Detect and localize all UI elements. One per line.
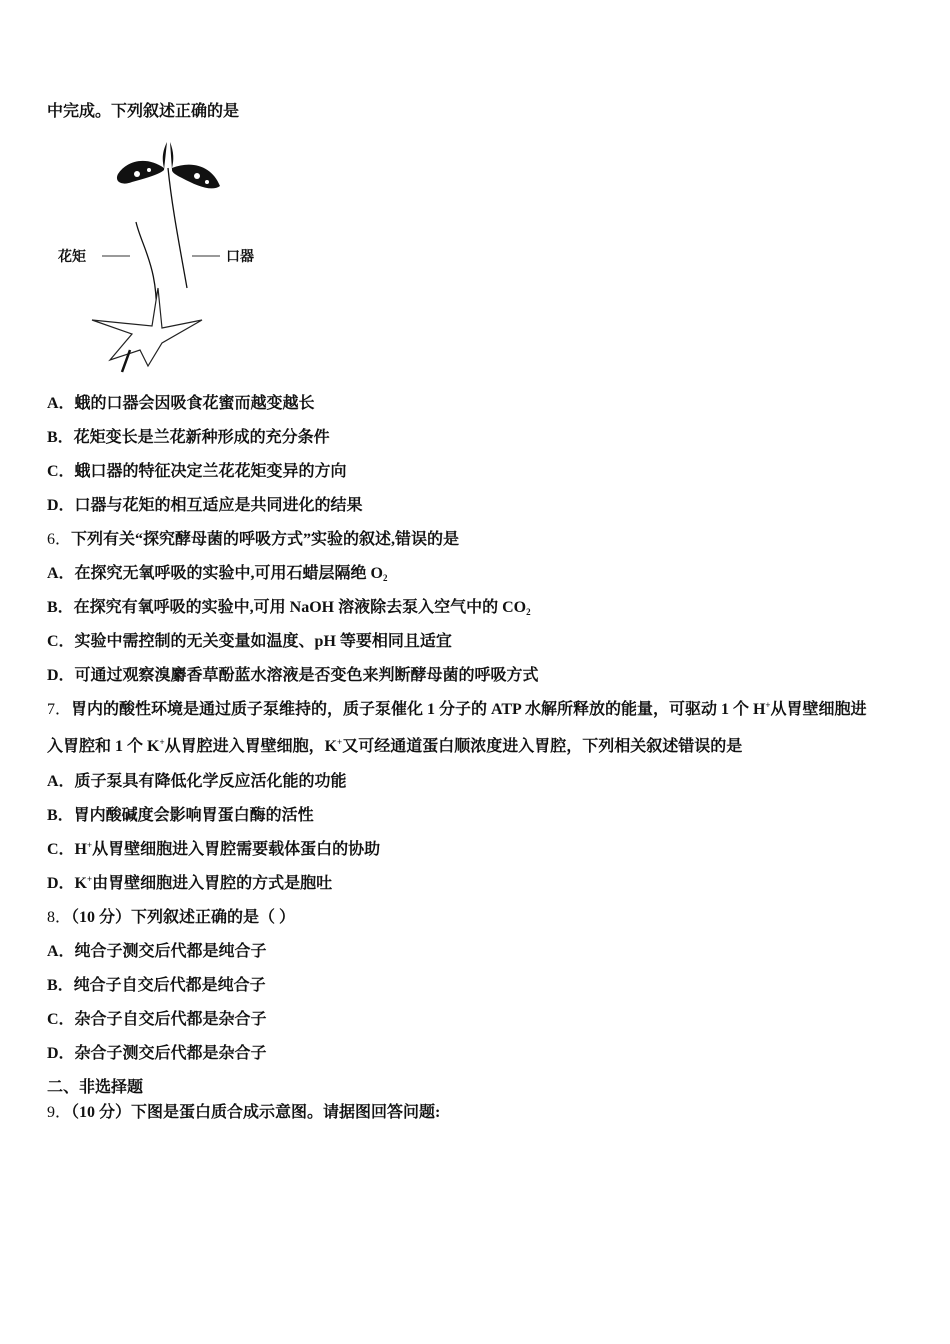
orchid-flower [92, 288, 202, 366]
q6-option-b: B．在探究有氧呼吸的实验中,可用 NaOH 溶液除去泵入空气中的 $CO_2$ [47, 599, 531, 617]
q8-option-d: D．杂合子测交后代都是杂合子 [47, 1045, 267, 1062]
q8-option-a: A．纯合子测交后代都是纯合子 [47, 943, 267, 960]
intro-text: 中完成。下列叙述正确的是 [47, 103, 240, 120]
q7-stem-line1: 7．胃内的酸性环境是通过质子泵维持的，质子泵催化 1 分子的 ATP 水解所释放的能量，可驱动 1 个 H+从胃壁细胞进 [47, 700, 867, 718]
figure-label-mouthpart: 口器 [226, 250, 254, 265]
q6-stem: 6．下列有关“探究酵母菌的呼吸方式”实验的叙述,错误的是 [47, 531, 460, 548]
q7-stem-line2: 入胃腔和 1 个 K+从胃腔进入胃壁细胞，K+又可经通道蛋白顺浓度进入胃腔，下列相关叙述错误的是 [47, 737, 743, 755]
q5-option-b: B．花矩变长是兰花新种形成的充分条件 [47, 429, 330, 446]
q8-option-c: C．杂合子自交后代都是杂合子 [47, 1011, 267, 1028]
q5-option-a: A．蛾的口器会因吸食花蜜而越变越长 [47, 395, 315, 412]
q9-stem: 9．（10 分）下图是蛋白质合成示意图。请据图回答问题: [47, 1104, 441, 1121]
q8-option-b: B．纯合子自交后代都是纯合子 [47, 977, 266, 994]
q6-option-c: C．实验中需控制的无关变量如温度、pH 等要相同且适宜 [47, 633, 452, 650]
q7-option-a: A．质子泵具有降低化学反应活化能的功能 [47, 773, 347, 790]
q7-option-d: D．K+由胃壁细胞进入胃腔的方式是胞吐 [47, 874, 333, 892]
moth-illustration [117, 142, 220, 288]
moth-orchid-figure [52, 138, 274, 374]
q5-option-d: D．口器与花矩的相互适应是共同进化的结果 [47, 497, 363, 514]
q5-option-c: C．蛾口器的特征决定兰花花矩变异的方向 [47, 463, 347, 480]
section-heading: 二、非选择题 [47, 1079, 144, 1096]
q6-option-d: D．可通过观察溴麝香草酚蓝水溶液是否变色来判断酵母菌的呼吸方式 [47, 667, 539, 684]
q8-stem: 8．（10 分）下列叙述正确的是（ ） [47, 909, 296, 926]
q7-option-b: B．胃内酸碱度会影响胃蛋白酶的活性 [47, 807, 314, 824]
q6-option-a: A．在探究无氧呼吸的实验中,可用石蜡层隔绝 $O_2$ [47, 565, 388, 583]
spur-line [136, 222, 157, 328]
q7-option-c: C．H+从胃壁细胞进入胃腔需要载体蛋白的协助 [47, 840, 381, 858]
figure-label-spur: 花矩 [58, 250, 86, 265]
